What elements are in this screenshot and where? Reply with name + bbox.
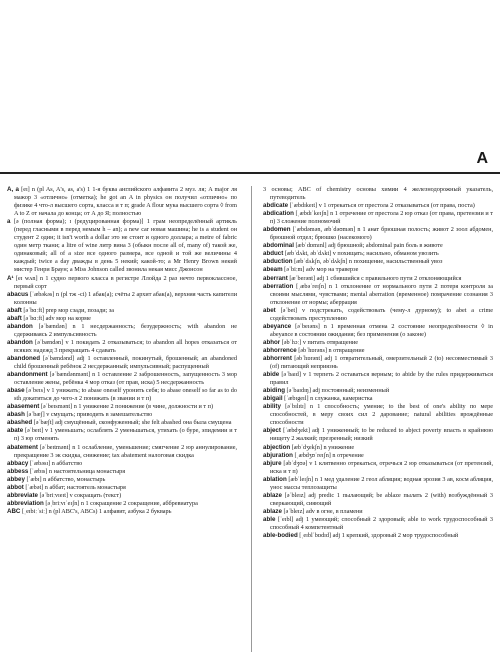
- entry-headword: abeyance: [263, 322, 292, 330]
- dictionary-entry: [263, 347, 493, 355]
- entry-headword: abashed: [7, 419, 33, 427]
- entry-headword: abase: [7, 387, 25, 395]
- dictionary-entry: [7, 419, 237, 427]
- dictionary-entry: [263, 532, 493, 540]
- entry-headword: abiding: [263, 387, 285, 395]
- dictionary-entry: [263, 460, 493, 476]
- entry-definition: [æbˈdʌkʃn, əbˈdʌkʃn] n похищение, насильственный увоз: [294, 258, 443, 266]
- entry-definition: [ˈæbdəmən, æbˈdəʊmən] n 1 анат брюшная полость; живот 2 зоол абдомен, брюшной отдел; брюшко (насекомого): [270, 226, 494, 242]
- entry-headword: a: [7, 218, 11, 226]
- dictionary-entry: [263, 202, 493, 210]
- entry-headword: ablaze: [263, 491, 282, 499]
- entry-definition: [eɪ wʌn] n 1 судно первого класса в регистре Ллойда 2 раз нечто первоклассное, первый сорт: [14, 274, 237, 290]
- entry-headword: abacus: [7, 290, 29, 298]
- entry-headword: ABC: [7, 507, 21, 515]
- section-letter: A: [472, 150, 488, 168]
- dictionary-entry: [263, 403, 493, 427]
- left-column: [7, 186, 237, 516]
- entry-headword: abaft: [7, 314, 22, 322]
- entry-definition: [əˈbleɪz] adj predic 1 пылающий; be ablaze пылать 2 (with) возбуждённый 3 сверкающий, сияющий: [270, 491, 493, 507]
- entry-definition: [æbˈdʒekʃn] n унижение: [291, 443, 355, 451]
- entry-definition: 3 основы; ABC of chemistry основы химии 4 железнодорожный указатель, путеводитель: [263, 186, 493, 202]
- dictionary-entry: [7, 291, 237, 307]
- entry-definition: [əbˈhɔː] v питать отвращение: [281, 338, 358, 346]
- dictionary-entry: [263, 283, 493, 307]
- entry-headword: abjuration: [263, 451, 293, 459]
- entry-headword: abbess: [7, 467, 29, 475]
- dictionary-entry: [7, 427, 237, 443]
- entry-definition: [əˈbaɪdɪŋ] adj постоянный; неизменный: [286, 387, 390, 395]
- entry-headword: abandon: [7, 338, 33, 346]
- entry-headword: ablaze: [263, 507, 282, 515]
- dictionary-entry: [7, 476, 237, 484]
- entry-definition: [æˈberənt] adj 1 сбившийся с правильного пути 2 отклоняющийся: [289, 274, 462, 282]
- entry-definition: [ˈæbdɪkeɪt] v 1 отрекаться от престола 2 отказываться (от права, поста): [289, 202, 475, 210]
- entry-headword: abjure: [263, 459, 282, 467]
- entry-headword: able: [263, 515, 276, 523]
- entry-definition: [əˈbeɪt] v 1 уменьшать; ослаблять 2 уменьшаться, утихать (о буре, эпидемии и т п) 3 юр отменять: [14, 427, 238, 443]
- dictionary-entry: [7, 508, 237, 516]
- dictionary-entry: [7, 492, 237, 500]
- entry-definition: [ˈæbɪgeɪl] n служанка, камеристка: [284, 395, 373, 403]
- dictionary-entry: [7, 355, 237, 371]
- entry-headword: abbot: [7, 483, 24, 491]
- entry-headword: abduct: [263, 250, 284, 258]
- dictionary-entry: [263, 323, 493, 339]
- entry-definition: [ˈæbɪ] n аббатство, монастырь: [26, 475, 106, 483]
- entry-definition: [əˌbriːvɪˈeɪʃn] n 1 сокращение 2 сокращение, аббревиатура: [45, 499, 198, 507]
- section-header: [0, 150, 500, 174]
- entry-definition: [əˈbriːvɪeɪt] v сокращать (текст): [39, 491, 122, 499]
- entry-headword: abjection: [263, 443, 291, 451]
- dictionary-entry: [263, 444, 493, 452]
- dictionary-entry: [263, 258, 493, 266]
- entry-definition: [əbˈhɒrəns] n отвращение: [298, 346, 365, 354]
- entry-definition: [ˌæbəˈreɪʃn] n 1 отклонение от нормального пути 2 потеря контроля за своими мыслями, чувствами; mental aberration (временное) помрачение сознания 3 отклонение от нормы; аберрация: [270, 282, 494, 306]
- entry-definition: [əˈbleɪz] adv в огне, в пламени: [283, 507, 363, 515]
- entry-headword: abdicate: [263, 202, 289, 210]
- dictionary-entry: [7, 323, 237, 339]
- entry-headword: ablation: [263, 475, 287, 483]
- entry-definition: [əˈbɑːft] adv мор на корме: [23, 314, 91, 322]
- dictionary-entry: [7, 186, 237, 218]
- entry-headword: abet: [263, 306, 276, 314]
- dictionary-entry: [7, 275, 237, 291]
- entry-headword: aberration: [263, 282, 294, 290]
- entry-headword: abbacy: [7, 459, 29, 467]
- column-divider: [251, 186, 252, 652]
- entry-definition: [əˈbaɪd] v 1 терпеть 2 оставаться верным; to abide by the rules придерживаться правил: [270, 371, 494, 387]
- entry-headword: aberrant: [263, 274, 288, 282]
- entry-headword: abeam: [263, 266, 283, 274]
- entry-headword: abbreviation: [7, 499, 44, 507]
- dictionary-entry: [263, 516, 493, 532]
- dictionary-entry: [263, 395, 493, 403]
- entry-headword: abash: [7, 411, 25, 419]
- dictionary-entry: [263, 452, 493, 460]
- entry-headword: abide: [263, 371, 280, 379]
- entry-headword: abbreviate: [7, 491, 38, 499]
- right-column: [263, 186, 493, 540]
- entry-headword: abbey: [7, 475, 25, 483]
- entry-headword: abandoned: [7, 354, 41, 362]
- entry-headword: abhorrent: [263, 354, 292, 362]
- entry-definition: [ˈeɪbl] adj 1 умеющий; способный 2 здоровый; able to work трудоспособный 3 способный 4 компетентный: [270, 515, 493, 531]
- entry-definition: [ˈæbəsɪ] n аббатство: [29, 459, 83, 467]
- dictionary-entry: [263, 226, 493, 242]
- dictionary-entry: [263, 492, 493, 508]
- dictionary-entry: [263, 427, 493, 443]
- entry-definition: [əˈbɪlɪtɪ] n 1 способность; умение; to the best of one's ability по мере способностей, в меру своих сил 2 дарование; natural abilities врождённые способности: [270, 403, 494, 427]
- dictionary-entry: [7, 339, 237, 355]
- entry-definition: [ə (полная форма); ɪ (редуцированная форма)] 1 грам неопределённый артикль (перед гласными в перед немым h – an); a new car новая машина; he is a student он студент 2 один; it isn't worth a dollar это не стоит и одного доллара; a metre of fabric один метр ткани; a litre of wine литр вина 3 (обыкн после all of, many of) такой же, одинаковый; all of a size все одного размера, все одной и той же величины 4 каждый; twice a day дважды в день 5 некий; какой-то; a Mr Henry Brown некий мистер Генри Браун; a Miss Johnson called звонила некая мисс Джонсон: [13, 218, 237, 274]
- entry-headword: abatement: [7, 443, 38, 451]
- dictionary-entry: [7, 411, 237, 419]
- entry-headword: abduction: [263, 258, 293, 266]
- entry-definition: [æbˈleɪʃn] n 1 мед удаление 2 геол абляция; водная эрозия 3 ав, косм абляция, унос массы теплозащиты: [270, 475, 493, 491]
- dictionary-entry: [7, 315, 237, 323]
- dictionary-entry: [263, 186, 493, 202]
- dictionary-entry: [263, 355, 493, 371]
- entry-definition: [æbˈdʌkt, əbˈdʌkt] v похищать; насильно, обманом увозить: [284, 250, 439, 258]
- dictionary-entry: [263, 387, 493, 395]
- entry-definition: [ˌæbdɪˈkeɪʃn] n 1 отречение от престола 2 юр отказ (от права, претензии и т п) 3 сложение полномочий: [270, 210, 493, 226]
- entry-headword: abhorrence: [263, 346, 297, 354]
- dictionary-entry: [7, 218, 237, 274]
- dictionary-entry: [263, 210, 493, 226]
- entry-headword: abdication: [263, 210, 294, 218]
- dictionary-entry: [7, 484, 237, 492]
- entry-definition: [ˈæbɪs] n настоятельница монастыря: [29, 467, 126, 475]
- entry-definition: [ˌæbdʒʊˈreɪʃn] n отречение: [294, 451, 364, 459]
- entry-definition: [əˈbeɪəns] n 1 временная отмена 2 состояние неопределённости ◊ in abeyance в состоянии ожидания; без применения (о законе): [270, 322, 493, 338]
- entry-definition: [əˈbændən] n 1 несдержанность; безудержность; with abandon не сдерживаясь 2 импульсивность: [14, 322, 238, 338]
- entry-headword: abject: [263, 427, 281, 435]
- dictionary-entry: [263, 508, 493, 516]
- entry-definition: [əˈbɑːft] prep мор сзади, позади; за: [23, 306, 114, 314]
- dictionary-entry: [7, 460, 237, 468]
- entry-definition: [əbˈhɒrənt] adj 1 отвратительный, омерзительный 2 (to) несовместимый 3 (of) питающий неприязнь: [270, 354, 493, 371]
- entry-definition: [ˌeɪblˈbɒdɪd] adj 1 крепкий, здоровый 2 мор трудоспособный: [299, 532, 459, 540]
- dictionary-entry: [7, 307, 237, 315]
- entry-definition: [əˈbæʃ] v смущать; приводить в замешательство: [26, 411, 153, 419]
- dictionary-entry: [263, 476, 493, 492]
- entry-headword: A¹: [7, 274, 14, 282]
- entry-headword: abdominal: [263, 242, 294, 250]
- entry-headword: abigail: [263, 395, 283, 403]
- entry-definition: [əˈbeɪsmənt] n 1 унижение 2 понижение (в чине, должности и т п): [40, 403, 214, 411]
- entry-definition: [ˈæbdʒekt] adj 1 униженный; to be reduced to abject poverty впасть в крайнюю нищету 2 жалкий; презренный; низкий: [270, 427, 493, 443]
- entry-headword: abandon: [7, 322, 33, 330]
- entry-headword: abandonment: [7, 371, 48, 379]
- entry-headword: abaft: [7, 306, 22, 314]
- dictionary-entry: [263, 339, 493, 347]
- entry-headword: abdomen: [263, 226, 291, 234]
- entry-definition: [əˈbændən] v 1 покидать 2 отказываться; to abandon all hopes отказаться от всяких надежд 3 прекращать 4 сдавать: [14, 338, 238, 354]
- dictionary-entry: [263, 275, 493, 283]
- entry-definition: [əˈbet] v подстрекать, содействовать (чему-л дурному); to abet a crime содействовать преступлению: [270, 306, 493, 322]
- dictionary-entry: [263, 307, 493, 323]
- entry-headword: A, a: [7, 186, 19, 193]
- dictionary-entry: [263, 371, 493, 387]
- entry-headword: abasement: [7, 403, 40, 411]
- entry-headword: able-bodied: [263, 532, 298, 540]
- entry-definition: [ˌeɪbiːˈsiː] n (pl ABC's, ABCs) 1 алфавит, азбука 2 букварь: [21, 507, 172, 515]
- dictionary-entry: [263, 242, 493, 250]
- entry-definition: [ˈæbəkəs] n (pl тж -ci) 1 абак(а); счёты 2 архит абак(а), верхняя часть капители колонны: [14, 290, 238, 306]
- entry-definition: [əˈbændənmənt] n 1 оставление 2 заброшенность, запущенность 3 мор оставление жены, ребёнка 4 мор отказ (от прав, иска) 5 несдержанность: [14, 371, 238, 387]
- entry-definition: [əbˈdʒʊə] v 1 клятвенно отрекаться, отречься 2 юр отказываться (от претензий, иска и т п): [270, 459, 494, 475]
- dictionary-entry: [7, 444, 237, 460]
- entry-headword: abhor: [263, 338, 281, 346]
- dictionary-entry: [7, 403, 237, 411]
- entry-definition: [əˈbiːm] adv мор на траверзе: [284, 266, 359, 274]
- entry-definition: [æbˈdɒmɪnl] adj брюшной; abdominal pain боль в животе: [295, 242, 443, 250]
- entry-definition: [əˈbændənd] adj 1 оставленный, покинутый, брошенный; an abandoned child брошенный ребёнок 2 несдержанный; импульсивный; распущенный: [14, 354, 237, 371]
- entry-headword: ability: [263, 403, 281, 411]
- dictionary-entry: [7, 468, 237, 476]
- entry-definition: [əˈbeɪs] v 1 унижать; to abase oneself уронить себя; to abase oneself so far as to do sth докатиться до чего-л 2 понижать (в звании и т п): [14, 387, 237, 403]
- entry-definition: [ˈæbət] n аббат; настоятель монастыря: [25, 483, 126, 491]
- dictionary-entry: [263, 250, 493, 258]
- entry-definition: [əˈbæʃt] adj смущённый, сконфуженный; she felt abashed она была смущена: [33, 419, 232, 427]
- dictionary-entry: [7, 500, 237, 508]
- dictionary-entry: [263, 266, 493, 274]
- entry-definition: [əˈbeɪtmənt] n 1 ослабление, уменьшение; смягчение 2 юр аннулирование, прекращение 3 эк скидка, снижение; tax abatement налоговая скидка: [14, 443, 238, 459]
- entry-headword: abate: [7, 427, 24, 435]
- dictionary-entry: [7, 371, 237, 387]
- dictionary-entry: [7, 387, 237, 403]
- entry-definition: [eɪ] n (pl As, A's, as, a's) 1 1-я буква английского алфавита 2 муз. ля; A major ля мажор 3 «отлично» (отметка); he got an A in physics он получил «отлично» по физике 4 что-л высшего сорта, класса и т п; grade A flour мука высшего сорта ◊ from A to Z от начала до конца; от А до Я; полностью: [14, 186, 238, 218]
